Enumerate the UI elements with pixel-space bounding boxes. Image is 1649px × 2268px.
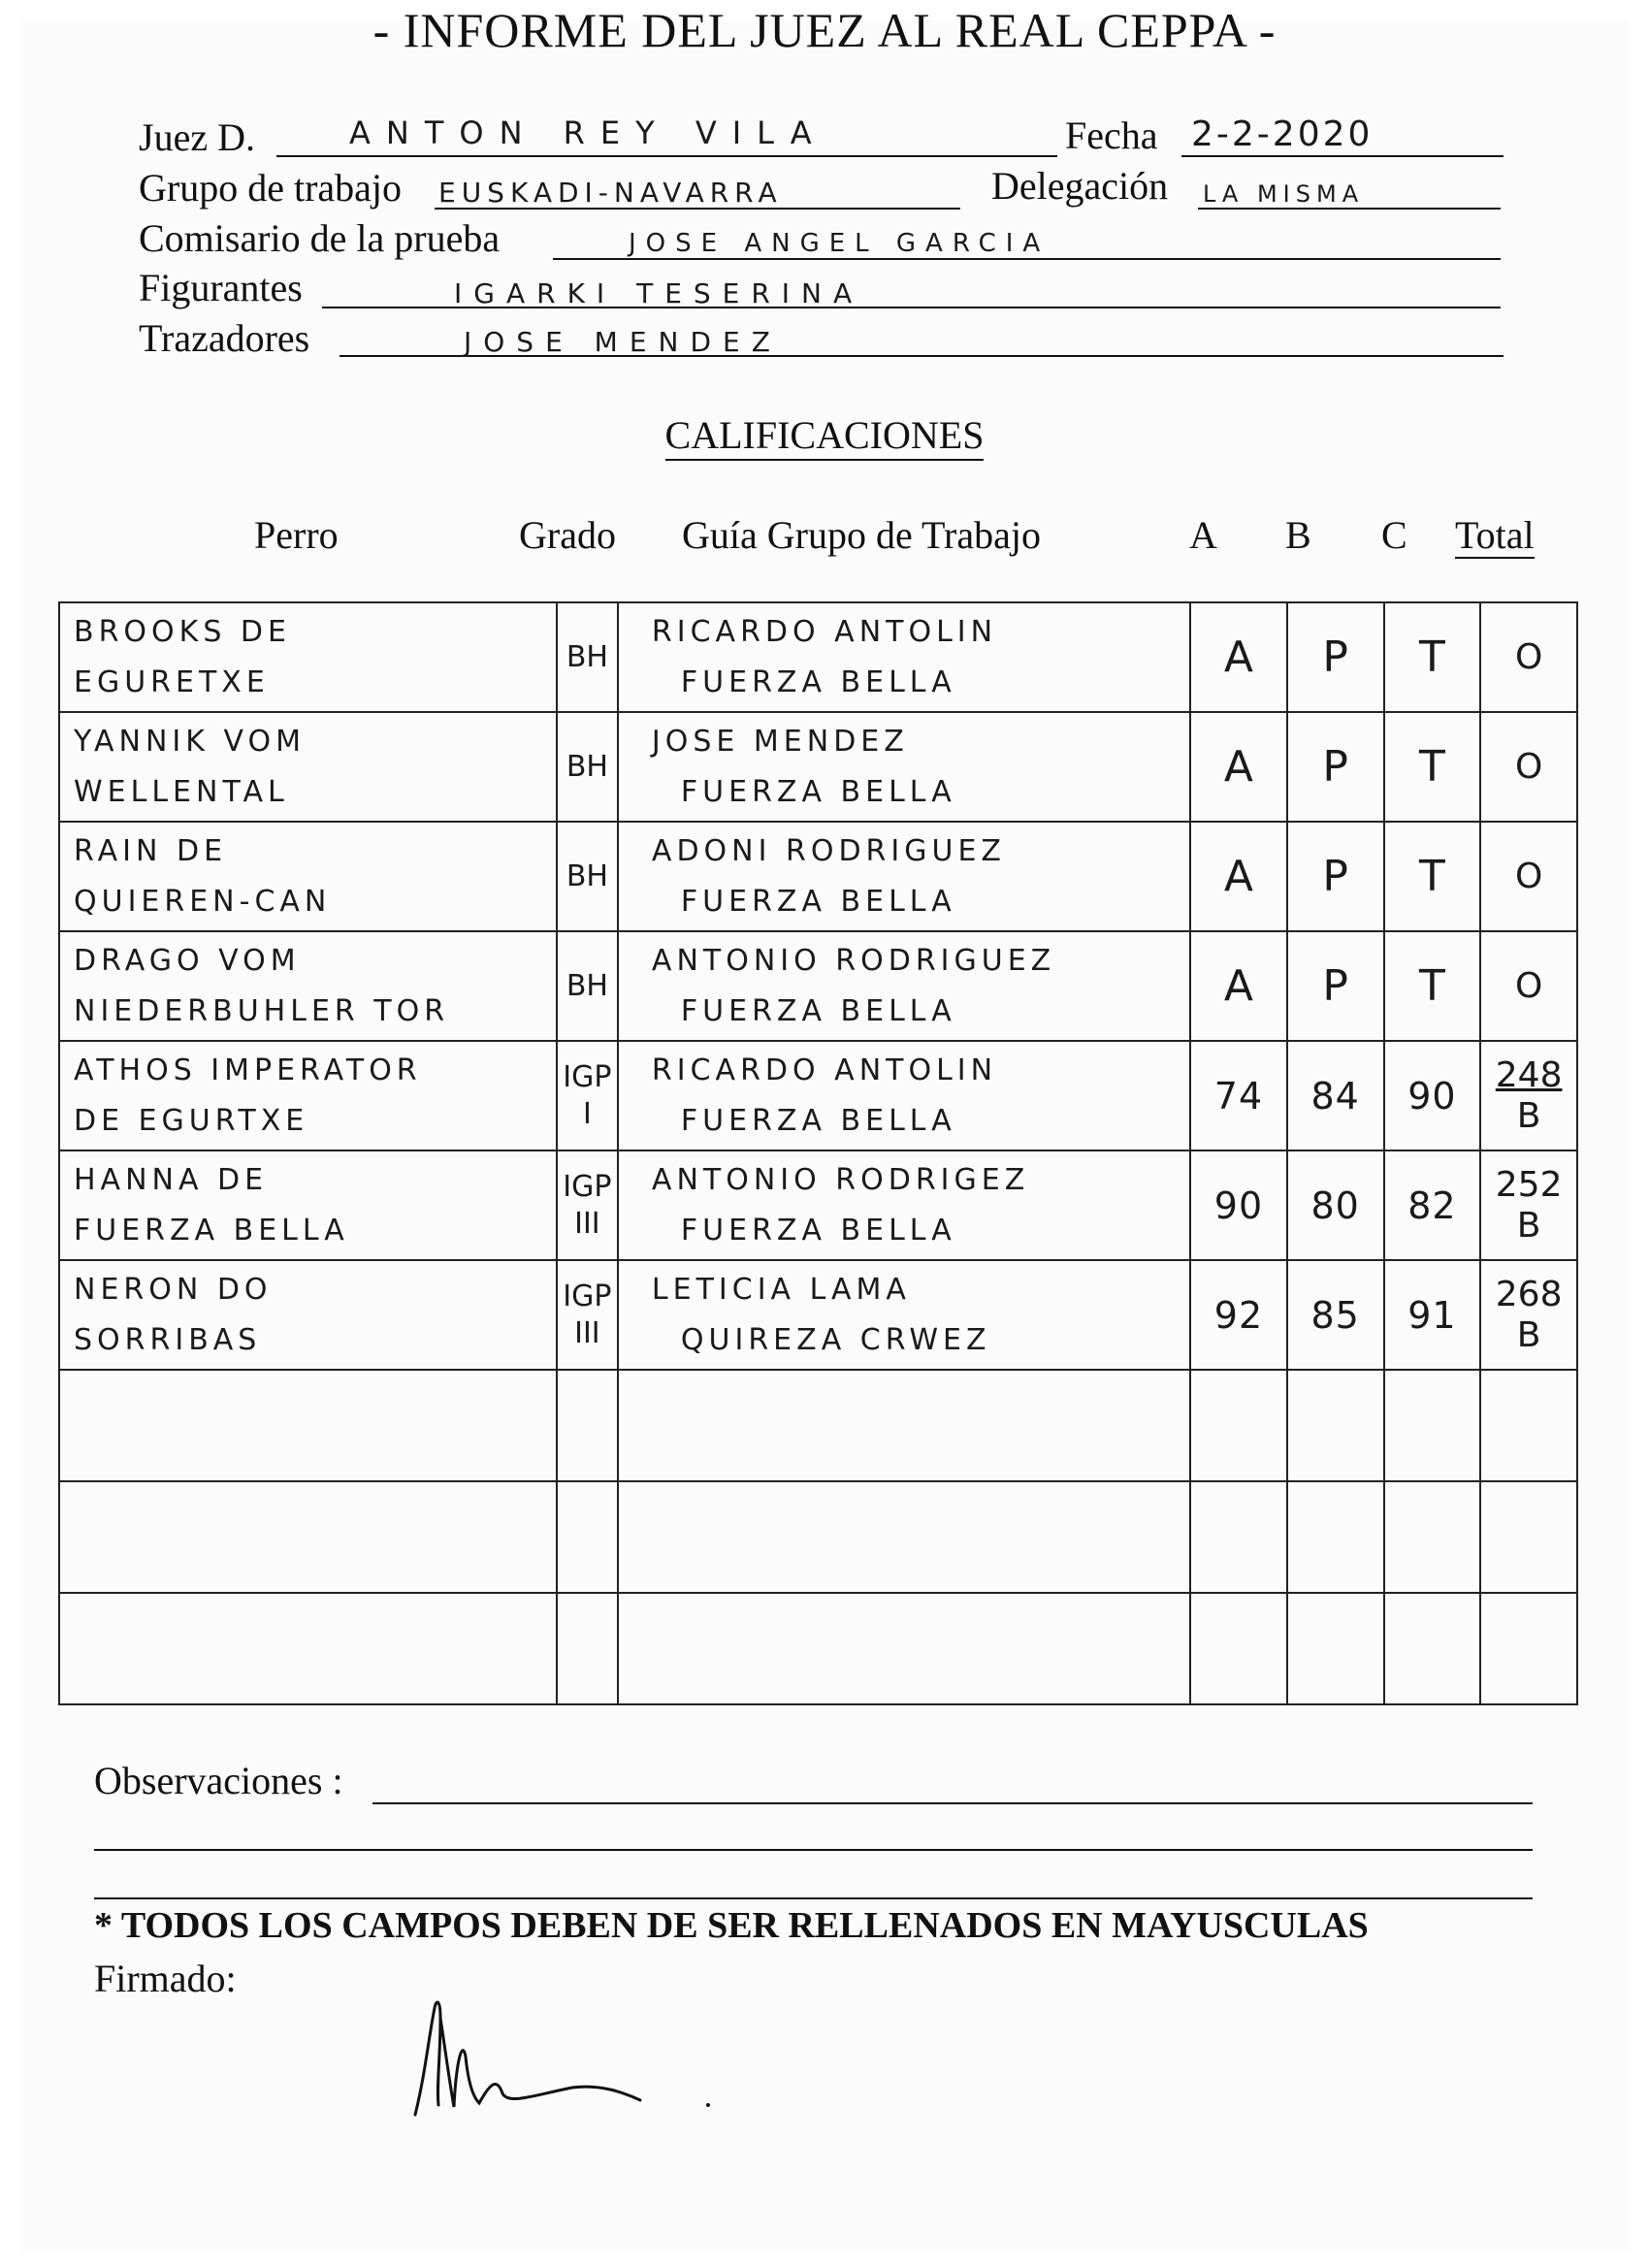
- observaciones-line-1[interactable]: [372, 1802, 1533, 1804]
- cell-a[interactable]: A: [1190, 822, 1287, 931]
- table-row-empty: [59, 1593, 1577, 1704]
- cell-perro[interactable]: DRAGO VOM NIEDERBUHLER TOR: [59, 931, 557, 1041]
- fecha-label: Fecha: [1065, 113, 1158, 157]
- header-perro: Perro: [254, 513, 339, 557]
- juez-label: Juez D.: [139, 115, 255, 159]
- fecha-value[interactable]: 2-2-2020: [1191, 114, 1374, 154]
- cell-guia[interactable]: [618, 1481, 1190, 1593]
- cell-guia[interactable]: ANTONIO RODRIGUEZ FUERZA BELLA: [618, 931, 1190, 1041]
- cell-total[interactable]: [1480, 1481, 1577, 1593]
- cell-grado[interactable]: IGP III: [557, 1150, 618, 1260]
- table-row: [59, 712, 1577, 822]
- cell-guia[interactable]: LETICIA LAMA QUIREZA CRWEZ: [618, 1260, 1190, 1370]
- juez-value[interactable]: ANTON REY VILA: [349, 114, 827, 151]
- cell-grado[interactable]: BH: [557, 931, 618, 1041]
- cell-b[interactable]: 84: [1287, 1041, 1384, 1150]
- cell-total[interactable]: 248 B: [1480, 1041, 1577, 1150]
- table-row: [59, 1150, 1577, 1260]
- cell-a[interactable]: 92: [1190, 1260, 1287, 1370]
- cell-b[interactable]: P: [1287, 712, 1384, 822]
- cell-guia[interactable]: RICARDO ANTOLIN FUERZA BELLA: [618, 1041, 1190, 1150]
- cell-grado[interactable]: IGP III: [557, 1260, 618, 1370]
- fecha-line: [1181, 155, 1504, 157]
- form-title: - INFORME DEL JUEZ AL REAL CEPPA -: [372, 3, 1277, 57]
- cell-a[interactable]: 74: [1190, 1041, 1287, 1150]
- cell-b[interactable]: 80: [1287, 1150, 1384, 1260]
- header-total: Total: [1455, 513, 1535, 557]
- cell-grado[interactable]: [557, 1593, 618, 1704]
- cell-a[interactable]: A: [1190, 712, 1287, 822]
- cell-b[interactable]: [1287, 1481, 1384, 1593]
- cell-guia[interactable]: ANTONIO RODRIGEZ FUERZA BELLA: [618, 1150, 1190, 1260]
- delegacion-line: [1198, 208, 1501, 210]
- header-c: C: [1381, 513, 1407, 557]
- cell-a[interactable]: 90: [1190, 1150, 1287, 1260]
- calificaciones-table: [58, 601, 1578, 1705]
- table-row: [59, 1260, 1577, 1370]
- cell-a[interactable]: [1190, 1481, 1287, 1593]
- cell-total[interactable]: 268 B: [1480, 1260, 1577, 1370]
- table-row: [59, 822, 1577, 931]
- comisario-value[interactable]: JOSE ANGEL GARCIA: [629, 229, 1051, 258]
- cell-grado[interactable]: [557, 1370, 618, 1481]
- cell-c[interactable]: 90: [1384, 1041, 1481, 1150]
- cell-perro[interactable]: YANNIK VOM WELLENTAL: [59, 712, 557, 822]
- cell-total[interactable]: [1480, 1593, 1577, 1704]
- cell-guia[interactable]: ADONI RODRIGUEZ FUERZA BELLA: [618, 822, 1190, 931]
- table-row: [59, 1041, 1577, 1150]
- table-row: [59, 602, 1577, 712]
- signature-icon: [407, 1979, 718, 2124]
- figurantes-value[interactable]: IGARKI TESERINA: [454, 277, 864, 309]
- cell-c[interactable]: T: [1384, 931, 1481, 1041]
- cell-total[interactable]: O: [1480, 712, 1577, 822]
- cell-grado[interactable]: IGP I: [557, 1041, 618, 1150]
- header-a: A: [1189, 513, 1217, 557]
- cell-guia[interactable]: [618, 1593, 1190, 1704]
- cell-b[interactable]: P: [1287, 822, 1384, 931]
- firmado-label: Firmado:: [94, 1957, 237, 2000]
- cell-c[interactable]: 91: [1384, 1260, 1481, 1370]
- cell-a[interactable]: A: [1190, 931, 1287, 1041]
- cell-total[interactable]: O: [1480, 822, 1577, 931]
- table-row: [59, 931, 1577, 1041]
- table-row-empty: [59, 1481, 1577, 1593]
- cell-grado[interactable]: [557, 1481, 618, 1593]
- cell-a[interactable]: [1190, 1593, 1287, 1704]
- figurantes-label: Figurantes: [139, 266, 303, 309]
- cell-c[interactable]: T: [1384, 712, 1481, 822]
- table-row-empty: [59, 1370, 1577, 1481]
- delegacion-value[interactable]: LA MISMA: [1203, 180, 1365, 208]
- delegacion-label: Delegación: [991, 164, 1169, 208]
- cell-total[interactable]: 252 B: [1480, 1150, 1577, 1260]
- cell-total[interactable]: [1480, 1370, 1577, 1481]
- cell-c[interactable]: 82: [1384, 1150, 1481, 1260]
- observaciones-line-3[interactable]: [94, 1897, 1533, 1899]
- cell-guia[interactable]: RICARDO ANTOLIN FUERZA BELLA: [618, 602, 1190, 712]
- cell-grado[interactable]: BH: [557, 712, 618, 822]
- cell-c[interactable]: [1384, 1481, 1481, 1593]
- cell-a[interactable]: [1190, 1370, 1287, 1481]
- trazadores-value[interactable]: JOSE MENDEZ: [464, 326, 782, 358]
- cell-perro[interactable]: RAIN DE QUIEREN-CAN: [59, 822, 557, 931]
- juez-line: [276, 155, 1057, 157]
- cell-c[interactable]: T: [1384, 822, 1481, 931]
- footer-note: * TODOS LOS CAMPOS DEBEN DE SER RELLENADOS EN MAYUSCULAS: [94, 1905, 1369, 1946]
- header-grado: Grado: [519, 513, 616, 557]
- grupo-value[interactable]: EUSKADI-NAVARRA: [438, 177, 783, 209]
- cell-c[interactable]: [1384, 1370, 1481, 1481]
- cell-grado[interactable]: BH: [557, 602, 618, 712]
- cell-perro[interactable]: NERON DO SORRIBAS: [59, 1260, 557, 1370]
- cell-perro[interactable]: [59, 1593, 557, 1704]
- cell-grado[interactable]: BH: [557, 822, 618, 931]
- cell-b[interactable]: [1287, 1593, 1384, 1704]
- cell-c[interactable]: [1384, 1593, 1481, 1704]
- header-b: B: [1285, 513, 1311, 557]
- cell-b[interactable]: 85: [1287, 1260, 1384, 1370]
- cell-perro[interactable]: [59, 1481, 557, 1593]
- cell-a[interactable]: A: [1190, 602, 1287, 712]
- cell-b[interactable]: P: [1287, 602, 1384, 712]
- header-guia: Guía Grupo de Trabajo: [682, 513, 1041, 557]
- cell-b[interactable]: [1287, 1370, 1384, 1481]
- comisario-label: Comisario de la prueba: [139, 216, 501, 260]
- comisario-line: [553, 258, 1501, 260]
- cell-c[interactable]: T: [1384, 602, 1481, 712]
- cell-perro[interactable]: HANNA DE FUERZA BELLA: [59, 1150, 557, 1260]
- cell-perro[interactable]: ATHOS IMPERATOR DE EGURTXE: [59, 1041, 557, 1150]
- observaciones-label: Observaciones :: [94, 1759, 343, 1802]
- calificaciones-title: CALIFICACIONES: [0, 412, 1649, 458]
- cell-guia[interactable]: JOSE MENDEZ FUERZA BELLA: [618, 712, 1190, 822]
- cell-total[interactable]: O: [1480, 602, 1577, 712]
- cell-perro[interactable]: BROOKS DE EGURETXE: [59, 602, 557, 712]
- cell-perro[interactable]: [59, 1370, 557, 1481]
- trazadores-label: Trazadores: [139, 316, 310, 360]
- grupo-label: Grupo de trabajo: [139, 166, 403, 210]
- cell-total[interactable]: O: [1480, 931, 1577, 1041]
- cell-guia[interactable]: [618, 1370, 1190, 1481]
- observaciones-line-2[interactable]: [94, 1849, 1533, 1851]
- cell-b[interactable]: P: [1287, 931, 1384, 1041]
